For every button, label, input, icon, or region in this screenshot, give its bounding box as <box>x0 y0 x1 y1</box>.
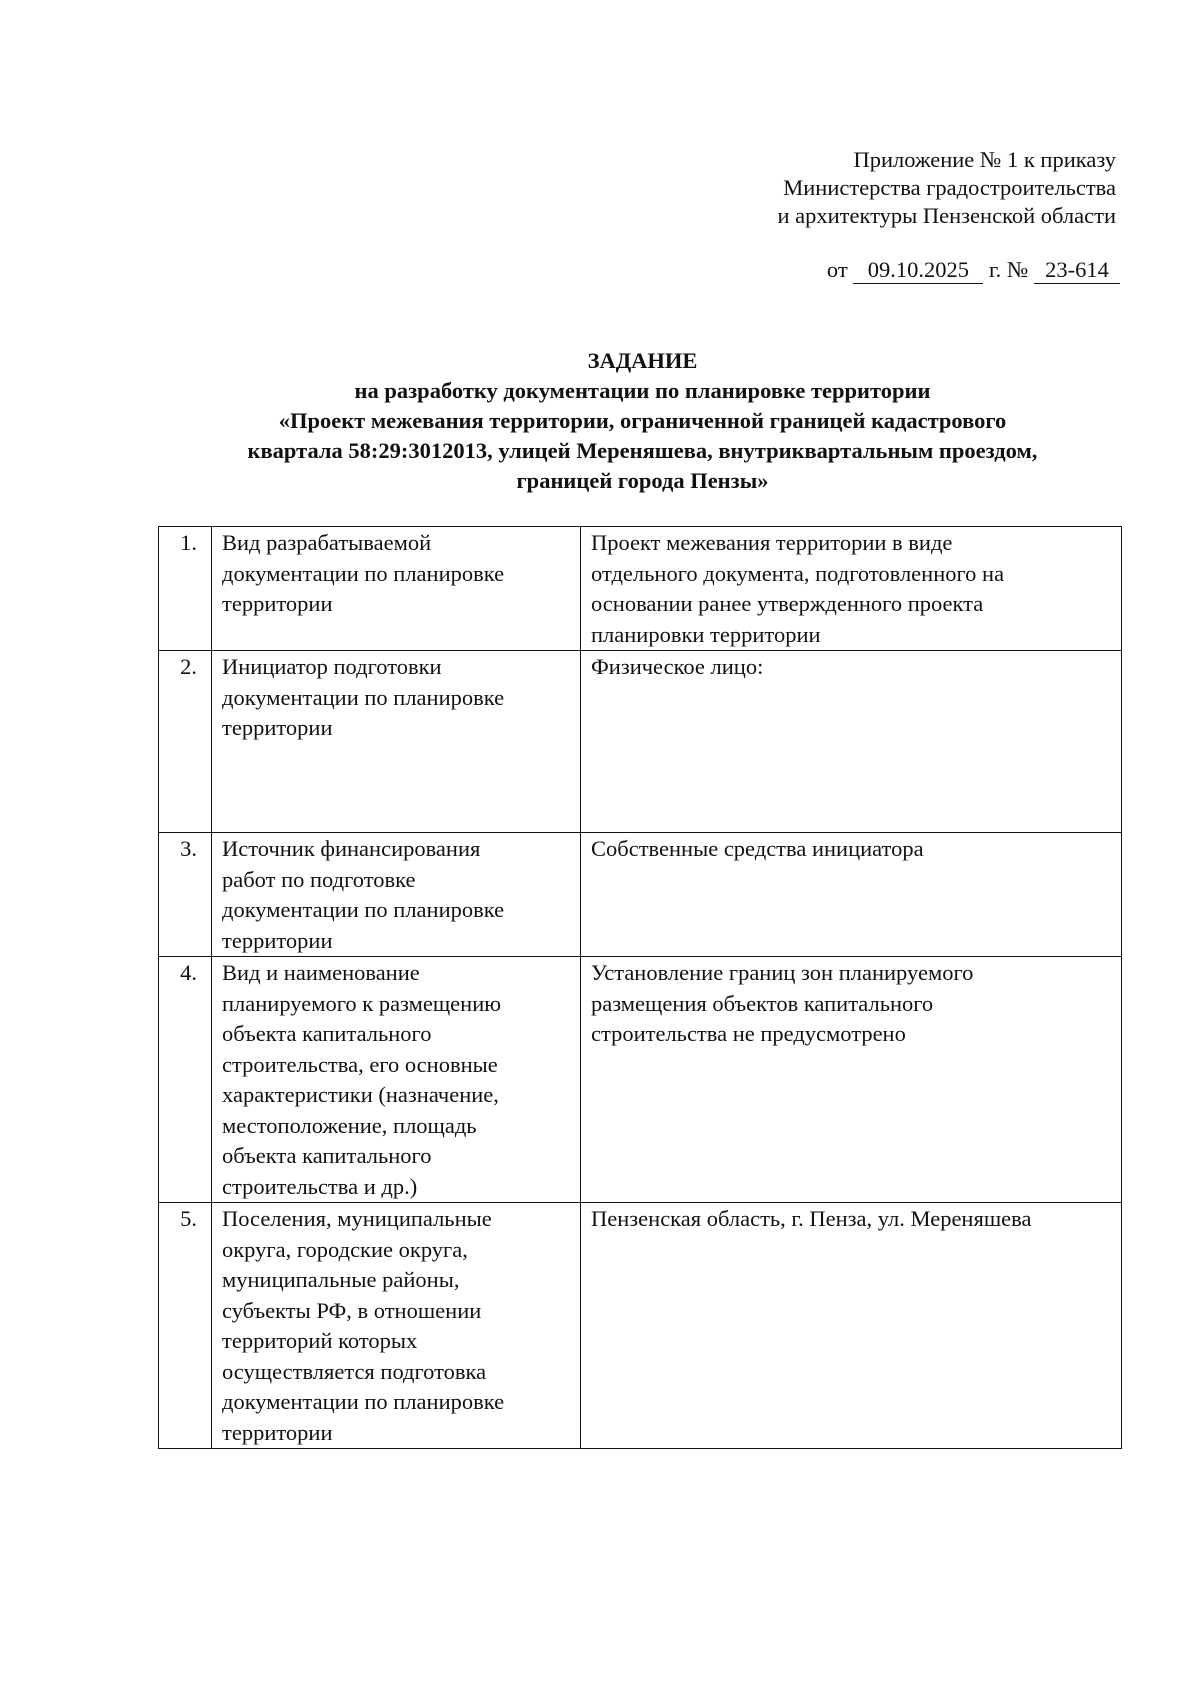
row-label-line: Источник финансирования <box>222 836 481 861</box>
row-value-line: планировки территории <box>591 621 821 647</box>
row-number: 4. <box>159 957 212 1203</box>
row-number: 1. <box>159 527 212 651</box>
table-row <box>159 957 1122 1203</box>
row-value <box>581 527 1122 651</box>
row-label-line: территории <box>222 927 333 953</box>
row-label-line: Вид и наименование <box>222 960 420 985</box>
row-value-line: размещения объектов капитального <box>591 990 934 1016</box>
annex-reference <box>777 146 1116 230</box>
row-label-line: объекта капитального <box>222 1143 432 1168</box>
row-label-line: субъекты РФ, в отношении <box>222 1297 482 1323</box>
row-value-line: отдельного документа, подготовленного на <box>591 560 1005 586</box>
order-date-number <box>827 256 1120 284</box>
row-label-line: Инициатор подготовки <box>222 654 442 679</box>
row-number: 3. <box>159 833 212 957</box>
row-label-line: Вид разрабатываемой <box>222 530 432 555</box>
order-from-label: от <box>826 257 848 282</box>
table-row <box>159 527 1122 651</box>
row-number: 5. <box>159 1203 212 1449</box>
row-label-line: территорий которых <box>222 1328 418 1353</box>
order-number: 23-614 <box>1034 257 1120 284</box>
row-label <box>212 833 581 957</box>
row-label-line: территории <box>222 715 333 740</box>
row-label <box>212 527 581 651</box>
row-value-line: Проект межевания территории в виде <box>591 530 953 555</box>
task-table <box>158 526 1122 1449</box>
table-row <box>159 651 1122 833</box>
table-row <box>159 833 1122 957</box>
row-label-line: объекта капитального <box>222 1021 432 1046</box>
document-title: ЗАДАНИЕ <box>587 348 698 373</box>
row-label <box>212 651 581 833</box>
row-value-line: Физическое лицо: <box>591 654 764 679</box>
row-label-line: округа, городские округа, <box>222 1236 468 1262</box>
row-label <box>212 1203 581 1449</box>
heading-line: границей города Пензы» <box>516 468 769 493</box>
row-label-line: местоположение, площадь <box>222 1112 477 1138</box>
heading-line: квартала 58:29:3012013, улицей Мереняшева, внутриквартальным проездом, <box>247 438 1038 463</box>
annex-line: Министерства градостроительства <box>783 175 1116 200</box>
task-table-body <box>159 527 1122 1449</box>
order-year-suffix: г. <box>988 257 1002 282</box>
heading-line: на разработку документации по планировке территории <box>354 378 931 403</box>
row-value-line: Установление границ зон планируемого <box>591 960 974 985</box>
row-value <box>581 1203 1122 1449</box>
row-value <box>581 651 1122 833</box>
order-date: 09.10.2025 <box>853 257 983 284</box>
row-label-line: документации по планировке <box>222 560 505 586</box>
row-label-line: территории <box>222 591 333 616</box>
row-label-line: Поселения, муниципальные <box>222 1206 492 1231</box>
row-label-line: строительства, его основные <box>222 1051 498 1077</box>
annex-line: и архитектуры Пензенской области <box>777 203 1116 228</box>
row-label-line: строительства и др.) <box>222 1173 418 1199</box>
document-heading <box>150 346 1135 496</box>
row-label-line: документации по планировке <box>222 1389 505 1414</box>
row-value <box>581 833 1122 957</box>
row-label-line: планируемого к размещению <box>222 990 502 1016</box>
row-label-line: работ по подготовке <box>222 866 416 892</box>
row-label-line: документации по планировке <box>222 684 505 710</box>
table-row <box>159 1203 1122 1449</box>
row-label-line: документации по планировке <box>222 897 505 922</box>
row-value-line: Пензенская область, г. Пенза, ул. Мереняшева <box>591 1206 1032 1231</box>
row-label-line: территории <box>222 1419 333 1445</box>
order-number-label: № <box>1006 257 1029 282</box>
row-value-line: Собственные средства инициатора <box>591 836 924 861</box>
row-value <box>581 957 1122 1203</box>
row-value-line: строительства не предусмотрено <box>591 1021 906 1046</box>
row-label <box>212 957 581 1203</box>
row-value-line: основании ранее утвержденного проекта <box>591 591 984 616</box>
row-number: 2. <box>159 651 212 833</box>
heading-line: «Проект межевания территории, ограниченной границей кадастрового <box>278 408 1007 433</box>
row-label-line: характеристики (назначение, <box>222 1082 499 1107</box>
row-label-line: муниципальные районы, <box>222 1267 460 1292</box>
annex-line: Приложение № 1 к приказу <box>853 147 1116 172</box>
row-label-line: осуществляется подготовка <box>222 1358 487 1384</box>
